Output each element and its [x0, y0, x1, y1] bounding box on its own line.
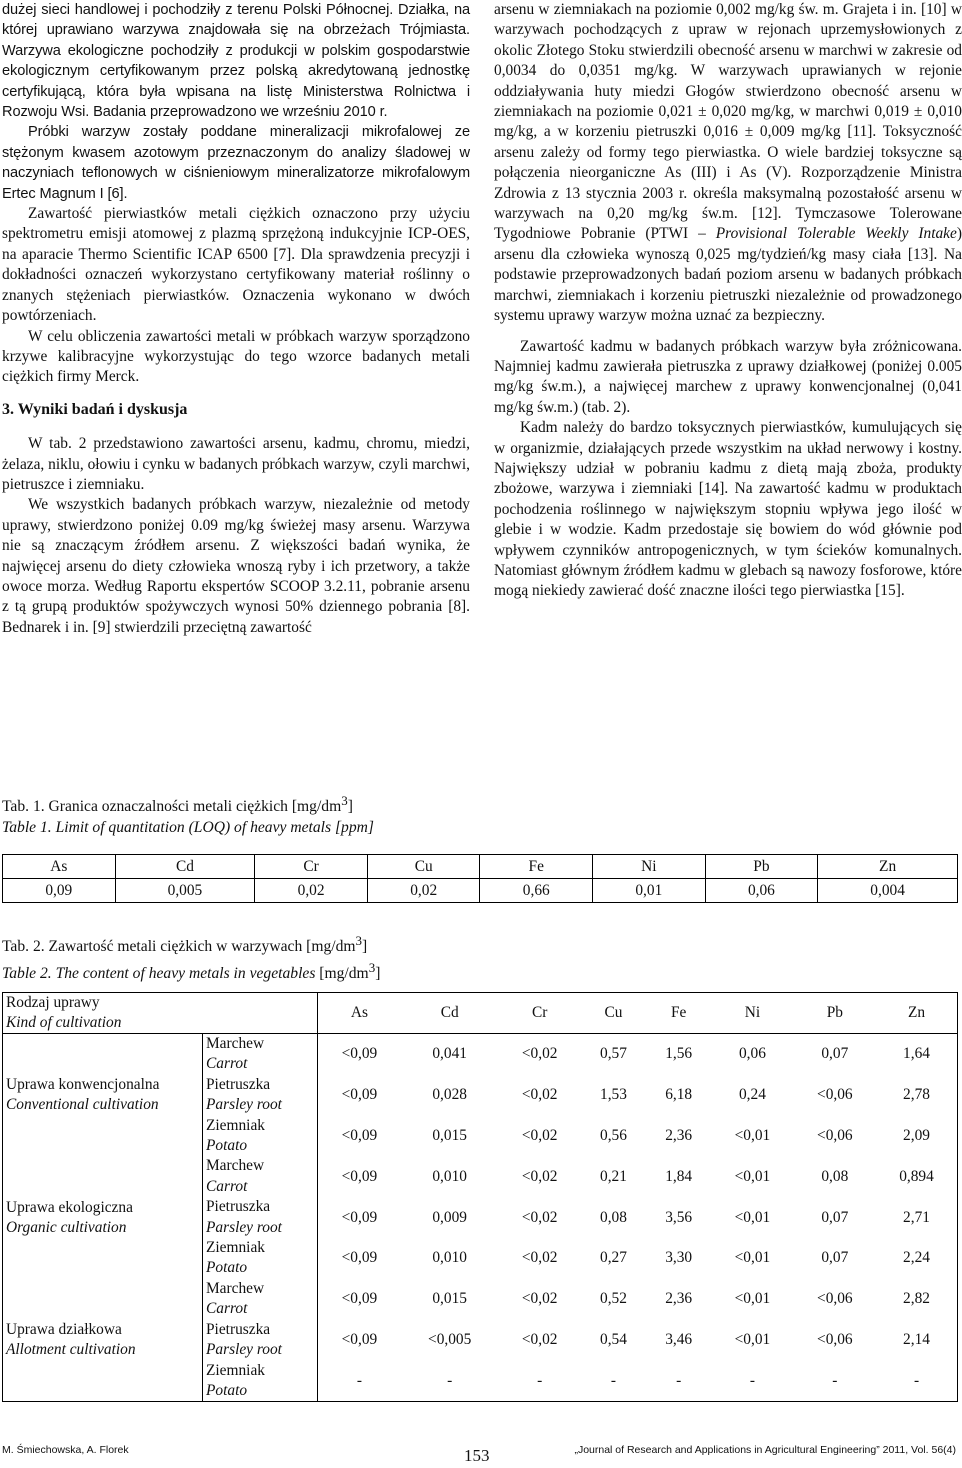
table2-header-row: [3, 993, 958, 1034]
vegetable-cell: [203, 1075, 318, 1116]
left-column: [2, 0, 470, 638]
vegetable-cell: [203, 1238, 318, 1279]
metal-value-cell: 1,53: [600, 1086, 627, 1104]
metal-value-cell: -: [537, 1371, 543, 1389]
table1-header-cell: Pb: [705, 855, 818, 879]
metal-value-cell: <0,01: [734, 1249, 771, 1267]
table2-caption-en-unit: [mg/dm: [315, 965, 369, 983]
vegetable-cell: [203, 1116, 318, 1157]
table1-value-cell: 0,005: [115, 879, 255, 903]
table-row: [3, 1279, 958, 1320]
table1-caption-pl: [2, 790, 374, 817]
cultivation-label-en: Allotment cultivation: [6, 1341, 136, 1359]
metal-value-cell: <0,06: [817, 1290, 853, 1308]
table1-value-cell: 0,09: [3, 879, 116, 903]
table2-header-cell: As: [318, 993, 401, 1034]
vegetable-name-en: Parsley root: [206, 1341, 282, 1359]
table1-value-cell: 0,06: [705, 879, 818, 903]
paragraph-arsenic: We wszystkich badanych próbkach warzyw, niezależnie od metody uprawy, stwierdzono poniżej 0.09 mg/kg świeżej masy arsenu. Warzywa nie są znaczącym źródłem arsenu. Z większości badań wynika, że najwięcej arsenu do diety człowieka wnoszą ryby i ich przetwory, a także owoce morza. Według Raportu ekspertów SCOOP 3.2.11, pobranie arsenu z tą grupą produktów spożywczych wynosi 50% dziennego pobrania [8]. Bednarek i in. [9] stwierdzili przeciętną zawartość: [2, 496, 470, 636]
cultivation-kind-cell: [3, 1156, 203, 1278]
metal-value-cell: <0,09: [341, 1127, 378, 1145]
metal-value-cell: -: [447, 1371, 453, 1389]
metal-value-cell: 2,78: [903, 1086, 930, 1104]
cultivation-label-en: Organic cultivation: [6, 1218, 127, 1236]
table2-caption-en-sup: 3: [368, 960, 376, 976]
vegetable-cell: [203, 1197, 318, 1238]
table1-caption-pl-text: Tab. 1. Granica oznaczalności metali ciężkich [mg/dm: [2, 798, 342, 816]
metal-value-cell: <0,09: [341, 1290, 378, 1308]
table1-value-cell: 0,01: [593, 879, 706, 903]
table1-value-cell: 0,02: [255, 879, 368, 903]
table1-value-cell: 0,66: [480, 879, 593, 903]
table2-caption-end: ]: [362, 938, 368, 956]
table2-caption-en-text: Table 2. The content of heavy metals in vegetables: [2, 965, 316, 983]
table2-header-cell: Cu: [581, 993, 646, 1034]
vegetable-name-en: Potato: [206, 1259, 248, 1277]
table-row: [3, 1156, 958, 1197]
metal-value-cell: 2,14: [903, 1331, 930, 1349]
metal-value-cell: <0,005: [428, 1331, 472, 1349]
table1-header-cell: Cu: [367, 855, 480, 879]
cultivation-kind-cell: [3, 1034, 203, 1157]
vegetable-name-pl: Pietruszka: [206, 1075, 271, 1093]
table1-caption-sup: 3: [341, 793, 348, 808]
vegetable-name-pl: Ziemniak: [206, 1116, 265, 1134]
metal-value-cell: 0,21: [600, 1167, 627, 1185]
metal-value-cell: <0,02: [521, 1127, 558, 1145]
vegetable-cell: [203, 1320, 318, 1361]
metal-value-cell: -: [832, 1371, 838, 1389]
table2-corner-cell: [3, 993, 318, 1034]
metal-value-cell: 0,07: [821, 1249, 849, 1267]
metal-value-cell: 0,07: [821, 1208, 849, 1226]
metal-value-cell: 0,54: [600, 1331, 627, 1349]
footer-authors: M. Śmiechowska, A. Florek: [2, 1444, 129, 1456]
table1-value-cell: 0,02: [367, 879, 480, 903]
metal-value-cell: 0,028: [432, 1086, 467, 1104]
vegetable-name-pl: Marchew: [206, 1157, 265, 1175]
cultivation-kind-cell: [3, 1279, 203, 1402]
table1-header-row: [3, 855, 958, 879]
table1-caption: [2, 790, 374, 838]
corner-label-en: Kind of cultivation: [6, 1014, 122, 1031]
vegetable-cell: [203, 1361, 318, 1402]
table1-caption-en: Table 1. Limit of quantitation (LOQ) of heavy metals [ppm]: [2, 819, 374, 837]
paragraph-mineralization: Próbki warzyw zostały poddane mineralizacji mikrofalowej ze stężonym kwasem azotowym przeznaczonym do analizy śladowej w naczyniach teflonowych w ciśnieniowym mineralizatorze mikrofalowym Ertec Magnum I [6].: [2, 124, 470, 202]
table1-header-cell: Fe: [480, 855, 593, 879]
table2-header-cell: Fe: [646, 993, 711, 1034]
metal-value-cell: <0,01: [734, 1290, 771, 1308]
metal-value-cell: 6,18: [665, 1086, 693, 1104]
metal-value-cell: 3,46: [665, 1331, 693, 1349]
arsenic-text: arsenu w ziemniakach na poziomie 0,002 mg/kg św. m. Grajeta i in. [10] w warzywach pochodzących z upraw w rejonach uprzemysłowionych z okolic Złotego Stoku stwierdzili obecność arsenu w marchwi w zakresie od 0,0034 do 0,0351 mg/kg. W warzywach uprawianych w rejonie oddziaływania huty miedzi Głogów stwierdzono obecność arsenu w ziemniakach na poziomie 0,021 ± 0,020 mg/kg, w marchwi 0,019 ± 0,010 mg/kg, a w korzeniu pietruszki 0,016 ± 0,009 mg/kg [11]. Toksyczność arsenu zależy od formy tego pierwiastka. O wiele bardziej toksyczne są połączenia nieorganiczne As (III) i As (V). Rozporządzenie Ministra Zdrowia z 13 stycznia 2003 r. określa maksymalną pozostałość arsenu w warzywach na 0,20 mg/kg św.m. [12]. Tymczasowe Tolerowane Tygodniowe Pobranie (PTWI –: [494, 1, 962, 243]
vegetable-name-en: Potato: [206, 1137, 248, 1155]
metal-value-cell: <0,01: [734, 1167, 771, 1185]
cultivation-label-en: Conventional cultivation: [6, 1096, 159, 1114]
metal-value-cell: 3,56: [665, 1208, 693, 1226]
metal-value-cell: 0,24: [738, 1086, 766, 1104]
table1-header-cell: Cd: [115, 855, 255, 879]
table1-header-cell: Zn: [818, 855, 958, 879]
table2-header-cell: Zn: [876, 993, 957, 1034]
metal-value-cell: -: [356, 1371, 362, 1389]
metal-value-cell: 2,82: [903, 1290, 930, 1308]
table2-header-cell: Pb: [794, 993, 876, 1034]
metal-value-cell: -: [676, 1371, 682, 1389]
vegetable-name-pl: Pietruszka: [206, 1320, 271, 1338]
metal-value-cell: <0,09: [341, 1208, 378, 1226]
vegetable-cell: [203, 1034, 318, 1075]
paragraph-cadmium: Zawartość kadmu w badanych próbkach warzyw była zróżnicowana. Najmniej kadmu zawierała pietruszka z uprawy działkowej (poniżej 0.005 mg/kg św.m.), a najwięcej marchew z uprawy konwencjonalnej (0,041 mg/kg św.m.) (tab. 2).: [494, 337, 962, 416]
metal-value-cell: <0,06: [817, 1331, 853, 1349]
metal-value-cell: -: [913, 1371, 920, 1389]
metal-value-cell: 0,56: [600, 1127, 627, 1145]
ptwi-italic: Provisional Tolerable Weekly Intake: [715, 225, 957, 243]
metal-value-cell: 2,36: [665, 1290, 693, 1308]
metal-value-cell: <0,09: [341, 1086, 378, 1104]
vegetable-name-en: Carrot: [206, 1300, 248, 1318]
right-column: [494, 0, 962, 602]
metal-value-cell: <0,02: [521, 1086, 558, 1104]
metal-value-cell: <0,09: [341, 1167, 378, 1185]
metal-value-cell: 0,009: [432, 1208, 467, 1226]
metal-value-cell: 0,015: [432, 1127, 467, 1145]
metal-value-cell: 1,64: [903, 1045, 930, 1063]
metal-value-cell: 0,015: [432, 1290, 467, 1308]
table1-header-cell: Cr: [255, 855, 368, 879]
vegetable-name-en: Carrot: [206, 1055, 248, 1073]
cultivation-label-pl: Uprawa działkowa: [6, 1321, 122, 1339]
metal-value-cell: <0,02: [521, 1208, 558, 1226]
vegetable-name-en: Carrot: [206, 1177, 248, 1195]
metal-value-cell: <0,01: [734, 1331, 771, 1349]
arsenic-text-after: ) arsenu dla człowieka wynoszą 0,025 mg/tydzień/kg masy ciała [13]. Na podstawie przeprowadzonych badań poziom arsenu w badanych próbkach marchwi, ziemniakach i korzeniu pietruszki niezależnie od prowadzonego systemu uprawy warzyw można uznać za bezpieczny.: [494, 225, 962, 325]
table-row: [3, 1034, 958, 1075]
metal-value-cell: -: [749, 1371, 756, 1389]
table1-loq: [2, 854, 958, 903]
metal-value-cell: 2,09: [903, 1127, 930, 1145]
metal-value-cell: <0,09: [341, 1045, 378, 1063]
table2-caption-pl: [2, 930, 380, 957]
table2-caption-en-end: ]: [375, 965, 381, 983]
table1-header-cell: Ni: [593, 855, 706, 879]
metal-value-cell: <0,01: [734, 1127, 771, 1145]
metal-value-cell: 0,041: [432, 1045, 467, 1063]
vegetable-name-pl: Ziemniak: [206, 1239, 265, 1257]
metal-value-cell: 2,24: [903, 1249, 930, 1267]
metal-value-cell: <0,09: [341, 1331, 378, 1349]
metal-value-cell: 2,71: [903, 1208, 930, 1226]
metal-value-cell: 0,57: [600, 1045, 627, 1063]
metal-value-cell: <0,02: [521, 1249, 558, 1267]
metal-value-cell: 2,36: [665, 1127, 693, 1145]
footer-journal: „Journal of Research and Applications in Agricultural Engineering” 2011, Vol. 56(4): [574, 1444, 956, 1456]
vegetable-cell: [203, 1279, 318, 1320]
metal-value-cell: 0,08: [821, 1167, 849, 1185]
table2-header-cell: Cr: [498, 993, 580, 1034]
paragraph-cadmium-toxicity: Kadm należy do bardzo toksycznych pierwiastków, kumulujących się w organizmie, działających przede wszystkim na układ nerwowy i kostny. Największy udział w pobraniu kadmu z dietą mają zboża, produkty zbożowe, warzywa i ziemniaki [14]. Na zawartość kadmu w produktach pochodzenia roślinnego w największym stopniu wpływa jego ilość w glebie i w wodzie. Kadm przedostaje się bowiem do wód głównie pod wpływem czynników antropogenicznych, w tym ścieków komunalnych. Natomiast głównym źródłem kadmu w glebach są nawozy fosforowe, które mogą niekiedy zawierać dość znaczne ilości tego pierwiastka [15].: [494, 419, 962, 600]
table2-heavy-metals: [2, 992, 958, 1402]
metal-value-cell: <0,02: [521, 1290, 558, 1308]
paragraph-arsenic-continued: [494, 0, 962, 327]
table1-value-cell: 0,004: [818, 879, 958, 903]
vegetable-name-en: Parsley root: [206, 1096, 282, 1114]
metal-value-cell: <0,02: [521, 1167, 558, 1185]
page-number: 153: [464, 1446, 490, 1465]
metal-value-cell: 0,010: [432, 1249, 467, 1267]
corner-label-pl: Rodzaj uprawy: [6, 994, 100, 1011]
metal-value-cell: <0,06: [817, 1127, 853, 1145]
vegetable-name-en: Potato: [206, 1381, 248, 1399]
cultivation-label-pl: Uprawa konwencjonalna: [6, 1076, 160, 1094]
table1-caption-end: ]: [347, 798, 353, 816]
vegetable-cell: [203, 1156, 318, 1197]
metal-value-cell: -: [610, 1371, 617, 1389]
vegetable-name-pl: Marchew: [206, 1035, 265, 1052]
table2-header-cell: Ni: [711, 993, 793, 1034]
metal-value-cell: <0,02: [521, 1045, 558, 1063]
metal-value-cell: 0,06: [738, 1045, 766, 1063]
vegetable-name-pl: Pietruszka: [206, 1198, 271, 1216]
metal-value-cell: <0,01: [734, 1208, 771, 1226]
vegetable-name-en: Parsley root: [206, 1218, 282, 1236]
metal-value-cell: 0,010: [432, 1167, 467, 1185]
table2-header-cell: Cd: [401, 993, 499, 1034]
metal-value-cell: 0,08: [600, 1208, 627, 1226]
metal-value-cell: <0,06: [817, 1086, 853, 1104]
cultivation-label-pl: Uprawa ekologiczna: [6, 1198, 133, 1216]
metal-value-cell: <0,09: [341, 1249, 378, 1267]
metal-value-cell: 1,84: [665, 1167, 693, 1185]
table2-caption-en: [2, 957, 380, 984]
metal-value-cell: 0,27: [600, 1249, 627, 1267]
table2-caption: [2, 930, 380, 984]
metal-value-cell: 0,07: [821, 1045, 849, 1063]
metal-value-cell: 0,52: [600, 1290, 627, 1308]
vegetable-name-pl: Ziemniak: [206, 1361, 265, 1379]
paragraph-table2-intro: W tab. 2 przedstawiono zawartości arsenu, kadmu, chromu, miedzi, żelaza, niklu, ołowiu i cynku w badanych próbkach warzyw, czyli marchwi, pietruszce i ziemniaku.: [2, 435, 470, 493]
paragraph-samples-origin: dużej sieci handlowej i pochodziły z terenu Polski Północnej. Działka, na której uprawiano warzywa znajdowała się na obrzeżach Trójmiasta. Warzywa ekologiczne pochodziły z produkcji w polskim gospodarstwie ekologicznym certyfikowanym przez polską akredytowaną jednostkę certyfikującą, która była wpisana na listę Ministerstwa Rolnictwa i Rozwoju Wsi. Badania przeprowadzono we wrześniu 2010 r.: [2, 2, 470, 121]
table1-header-cell: As: [3, 855, 116, 879]
paragraph-icp-oes: Zawartość pierwiastków metali ciężkich oznaczono przy użyciu spektrometru emisji atomowej z plazmą sprzężoną indukcyjnie ICP-OES, na aparacie Thermo Scientific ICAP 6500 [7]. Dla sprawdzenia precyzji i dokładności oznaczeń wykorzystano certyfikowany materiał roślinny o znanych stężeniach pierwiastków. Oznaczenia wykonano w dwóch powtórzeniach.: [2, 205, 470, 325]
paragraph-calibration: W celu obliczenia zawartości metali w próbkach warzyw sporządzono krzywe kalibracyjne wykorzystując do tego wzorce badanych metali ciężkich firmy Merck.: [2, 327, 470, 386]
table1-value-row: [3, 879, 958, 903]
metal-value-cell: 0,894: [899, 1167, 934, 1185]
vegetable-name-pl: Marchew: [206, 1279, 265, 1297]
table2-caption-pl-text: Tab. 2. Zawartość metali ciężkich w warzywach [mg/dm: [2, 938, 356, 956]
metal-value-cell: 3,30: [665, 1249, 693, 1267]
table2-caption-sup: 3: [355, 933, 363, 948]
section-heading: 3. Wyniki badań i dyskusja: [2, 400, 188, 418]
metal-value-cell: 1,56: [665, 1045, 693, 1063]
metal-value-cell: <0,02: [521, 1331, 558, 1349]
